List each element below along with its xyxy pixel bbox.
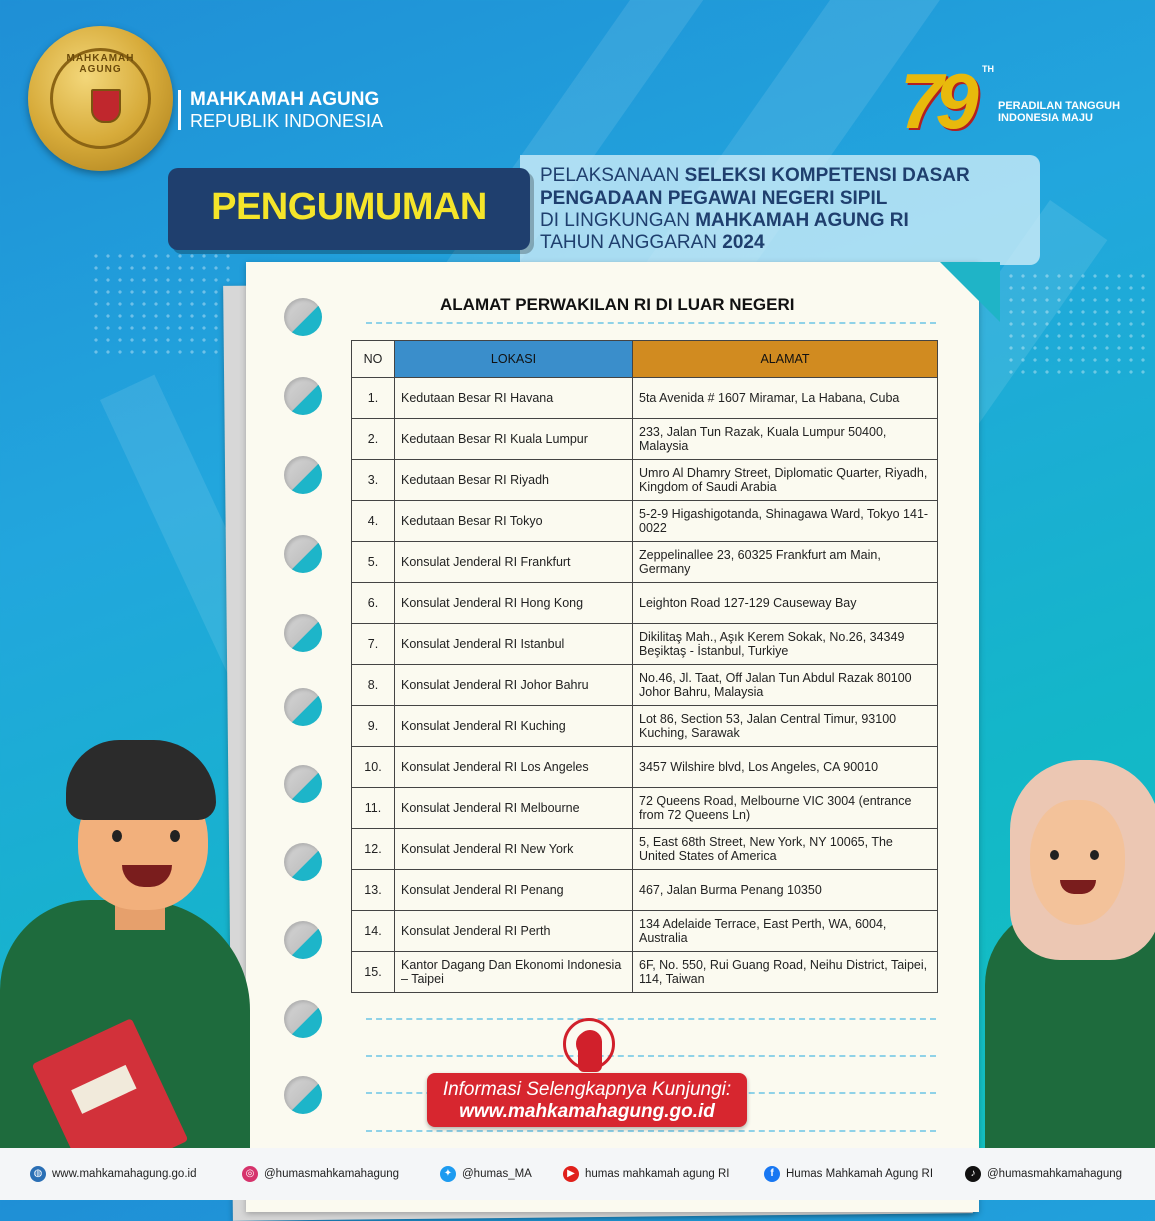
table-row — [352, 419, 938, 460]
cell-no: 9. — [352, 706, 395, 747]
table-row — [352, 788, 938, 829]
man-eye — [170, 830, 180, 842]
footer-link-tiktok[interactable]: ♪ @humasmahkamahagung — [965, 1166, 1122, 1182]
cell-alamat: Leighton Road 127-129 Causeway Bay — [633, 583, 938, 624]
dashed-rule — [366, 1055, 936, 1057]
cell-lokasi: Kedutaan Besar RI Riyadh — [395, 460, 633, 501]
table-row — [352, 665, 938, 706]
table-row — [352, 378, 938, 419]
column-header-no: NO — [352, 341, 395, 378]
column-header-lokasi: LOKASI — [395, 341, 633, 378]
table-row — [352, 624, 938, 665]
column-header-alamat: ALAMAT — [633, 341, 938, 378]
announcement-label-box — [168, 168, 530, 250]
binder-hole — [284, 1000, 322, 1038]
binder-hole — [284, 535, 322, 573]
cell-alamat: No.46, Jl. Taat, Off Jalan Tun Abdul Razak 80100 Johor Bahru, Malaysia — [633, 665, 938, 706]
cell-no: 2. — [352, 419, 395, 460]
cell-no: 15. — [352, 952, 395, 993]
table-row — [352, 870, 938, 911]
dot-pattern — [1005, 270, 1145, 380]
cell-alamat: Zeppelinallee 23, 60325 Frankfurt am Main, Germany — [633, 542, 938, 583]
cell-lokasi: Konsulat Jenderal RI Kuching — [395, 706, 633, 747]
cell-no: 6. — [352, 583, 395, 624]
title-divider — [178, 90, 181, 130]
woman-eye — [1090, 850, 1099, 860]
cell-alamat: Lot 86, Section 53, Jalan Central Timur, 93100 Kuching, Sarawak — [633, 706, 938, 747]
cell-no: 1. — [352, 378, 395, 419]
cell-lokasi: Konsulat Jenderal RI Istanbul — [395, 624, 633, 665]
instagram-icon: ◎ — [242, 1166, 258, 1182]
binder-hole — [284, 843, 322, 881]
anniversary-logo — [900, 57, 995, 157]
cell-alamat: 5ta Avenida # 1607 Miramar, La Habana, Cuba — [633, 378, 938, 419]
cell-alamat: 233, Jalan Tun Razak, Kuala Lumpur 50400, Malaysia — [633, 419, 938, 460]
cell-no: 12. — [352, 829, 395, 870]
cell-no: 11. — [352, 788, 395, 829]
binder-hole — [284, 456, 322, 494]
cell-alamat: 3457 Wilshire blvd, Los Angeles, CA 90010 — [633, 747, 938, 788]
footer-link-facebook[interactable]: f Humas Mahkamah Agung RI — [764, 1166, 933, 1182]
announcement-box — [520, 155, 1040, 265]
binder-hole — [284, 298, 322, 336]
youtube-icon: ▶ — [563, 1166, 579, 1182]
cell-lokasi: Konsulat Jenderal RI Hong Kong — [395, 583, 633, 624]
cell-lokasi: Kedutaan Besar RI Havana — [395, 378, 633, 419]
social-footer — [0, 1148, 1155, 1200]
cell-no: 7. — [352, 624, 395, 665]
cell-no: 5. — [352, 542, 395, 583]
binder-hole — [284, 1076, 322, 1114]
cta-label: Informasi Selengkapnya Kunjungi: — [442, 1079, 732, 1100]
announcement-line-1: PELAKSANAAN SELEKSI KOMPETENSI DASAR — [540, 165, 970, 186]
table-row — [352, 706, 938, 747]
table-row — [352, 747, 938, 788]
org-name: MAHKAMAH AGUNG — [190, 89, 380, 110]
seal-text: MAHKAMAH AGUNG — [66, 53, 135, 75]
binder-hole — [284, 688, 322, 726]
table-row — [352, 460, 938, 501]
cta-website-link[interactable]: www.mahkamahagung.go.id — [459, 1101, 715, 1122]
footer-link-instagram[interactable]: ◎ @humasmahkamahagung — [242, 1166, 399, 1182]
cell-alamat: Dikilitaş Mah., Aşık Kerem Sokak, No.26, 34349 Beşiktaş - İstanbul, Turkiye — [633, 624, 938, 665]
cell-lokasi: Konsulat Jenderal RI Melbourne — [395, 788, 633, 829]
anniversary-number: 79 — [900, 57, 971, 145]
woman-illustration-face — [1030, 800, 1125, 925]
cell-lokasi: Konsulat Jenderal RI Los Angeles — [395, 747, 633, 788]
table-row — [352, 829, 938, 870]
announcement-line-4: TAHUN ANGGARAN 2024 — [540, 232, 765, 253]
table-row — [352, 952, 938, 993]
tiktok-icon: ♪ — [965, 1166, 981, 1182]
binder-hole — [284, 921, 322, 959]
globe-icon: ◍ — [30, 1166, 46, 1182]
cell-lokasi: Kedutaan Besar RI Kuala Lumpur — [395, 419, 633, 460]
announcement-line-2: PENGADAAN PEGAWAI NEGERI SIPIL — [540, 188, 888, 209]
man-eye — [112, 830, 122, 842]
binder-hole — [284, 614, 322, 652]
table-title: ALAMAT PERWAKILAN RI DI LUAR NEGERI — [440, 295, 795, 314]
twitter-icon: ✦ — [440, 1166, 456, 1182]
dot-pattern — [90, 250, 230, 360]
woman-eye — [1050, 850, 1059, 860]
cell-no: 3. — [352, 460, 395, 501]
cell-alamat: 5, East 68th Street, New York, NY 10065, The United States of America — [633, 829, 938, 870]
facebook-icon: f — [764, 1166, 780, 1182]
paper-fold-corner — [940, 262, 1000, 322]
table-header-row — [352, 341, 938, 378]
cell-lokasi: Konsulat Jenderal RI Frankfurt — [395, 542, 633, 583]
cell-no: 10. — [352, 747, 395, 788]
table-row — [352, 542, 938, 583]
cell-no: 8. — [352, 665, 395, 706]
cell-no: 13. — [352, 870, 395, 911]
dashed-rule — [366, 322, 936, 324]
binder-hole — [284, 377, 322, 415]
dashed-rule — [366, 1130, 936, 1132]
cell-lokasi: Kantor Dagang Dan Ekonomi Indonesia – Taipei — [395, 952, 633, 993]
cell-alamat: 6F, No. 550, Rui Guang Road, Neihu District, Taipei, 114, Taiwan — [633, 952, 938, 993]
footer-link-twitter[interactable]: ✦ @humas_MA — [440, 1166, 532, 1182]
cell-lokasi: Konsulat Jenderal RI Johor Bahru — [395, 665, 633, 706]
announcement-line-3: DI LINGKUNGAN MAHKAMAH AGUNG RI — [540, 210, 909, 231]
footer-link-youtube[interactable]: ▶ humas mahkamah agung RI — [563, 1166, 729, 1182]
shield-icon — [91, 89, 121, 123]
anniversary-suffix: TH — [982, 64, 994, 74]
cell-lokasi: Konsulat Jenderal RI Perth — [395, 911, 633, 952]
dashed-rule — [366, 1018, 936, 1020]
cell-alamat: 467, Jalan Burma Penang 10350 — [633, 870, 938, 911]
table-row — [352, 501, 938, 542]
address-table — [351, 340, 938, 993]
table-row — [352, 911, 938, 952]
pointing-hand-icon — [578, 1030, 602, 1072]
cell-lokasi: Kedutaan Besar RI Tokyo — [395, 501, 633, 542]
mahkamah-agung-seal-logo — [28, 26, 173, 171]
cell-lokasi: Konsulat Jenderal RI Penang — [395, 870, 633, 911]
footer-link-website[interactable]: ◍ www.mahkamahagung.go.id — [30, 1166, 196, 1182]
anniversary-tagline-1: PERADILAN TANGGUH — [998, 100, 1121, 112]
cell-alamat: 134 Adelaide Terrace, East Perth, WA, 6004, Australia — [633, 911, 938, 952]
announcement-label: PENGUMUMAN — [211, 186, 487, 228]
website-cta-banner[interactable] — [427, 1073, 747, 1127]
cell-lokasi: Konsulat Jenderal RI New York — [395, 829, 633, 870]
org-subtitle: REPUBLIK INDONESIA — [190, 111, 384, 131]
table-row — [352, 583, 938, 624]
binder-hole — [284, 765, 322, 803]
cell-alamat: 72 Queens Road, Melbourne VIC 3004 (entrance from 72 Queens Ln) — [633, 788, 938, 829]
cell-no: 4. — [352, 501, 395, 542]
cell-no: 14. — [352, 911, 395, 952]
cell-alamat: Umro Al Dhamry Street, Diplomatic Quarter, Riyadh, Kingdom of Saudi Arabia — [633, 460, 938, 501]
anniversary-tagline-2: INDONESIA MAJU — [998, 112, 1093, 124]
cell-alamat: 5-2-9 Higashigotanda, Shinagawa Ward, Tokyo 141-0022 — [633, 501, 938, 542]
